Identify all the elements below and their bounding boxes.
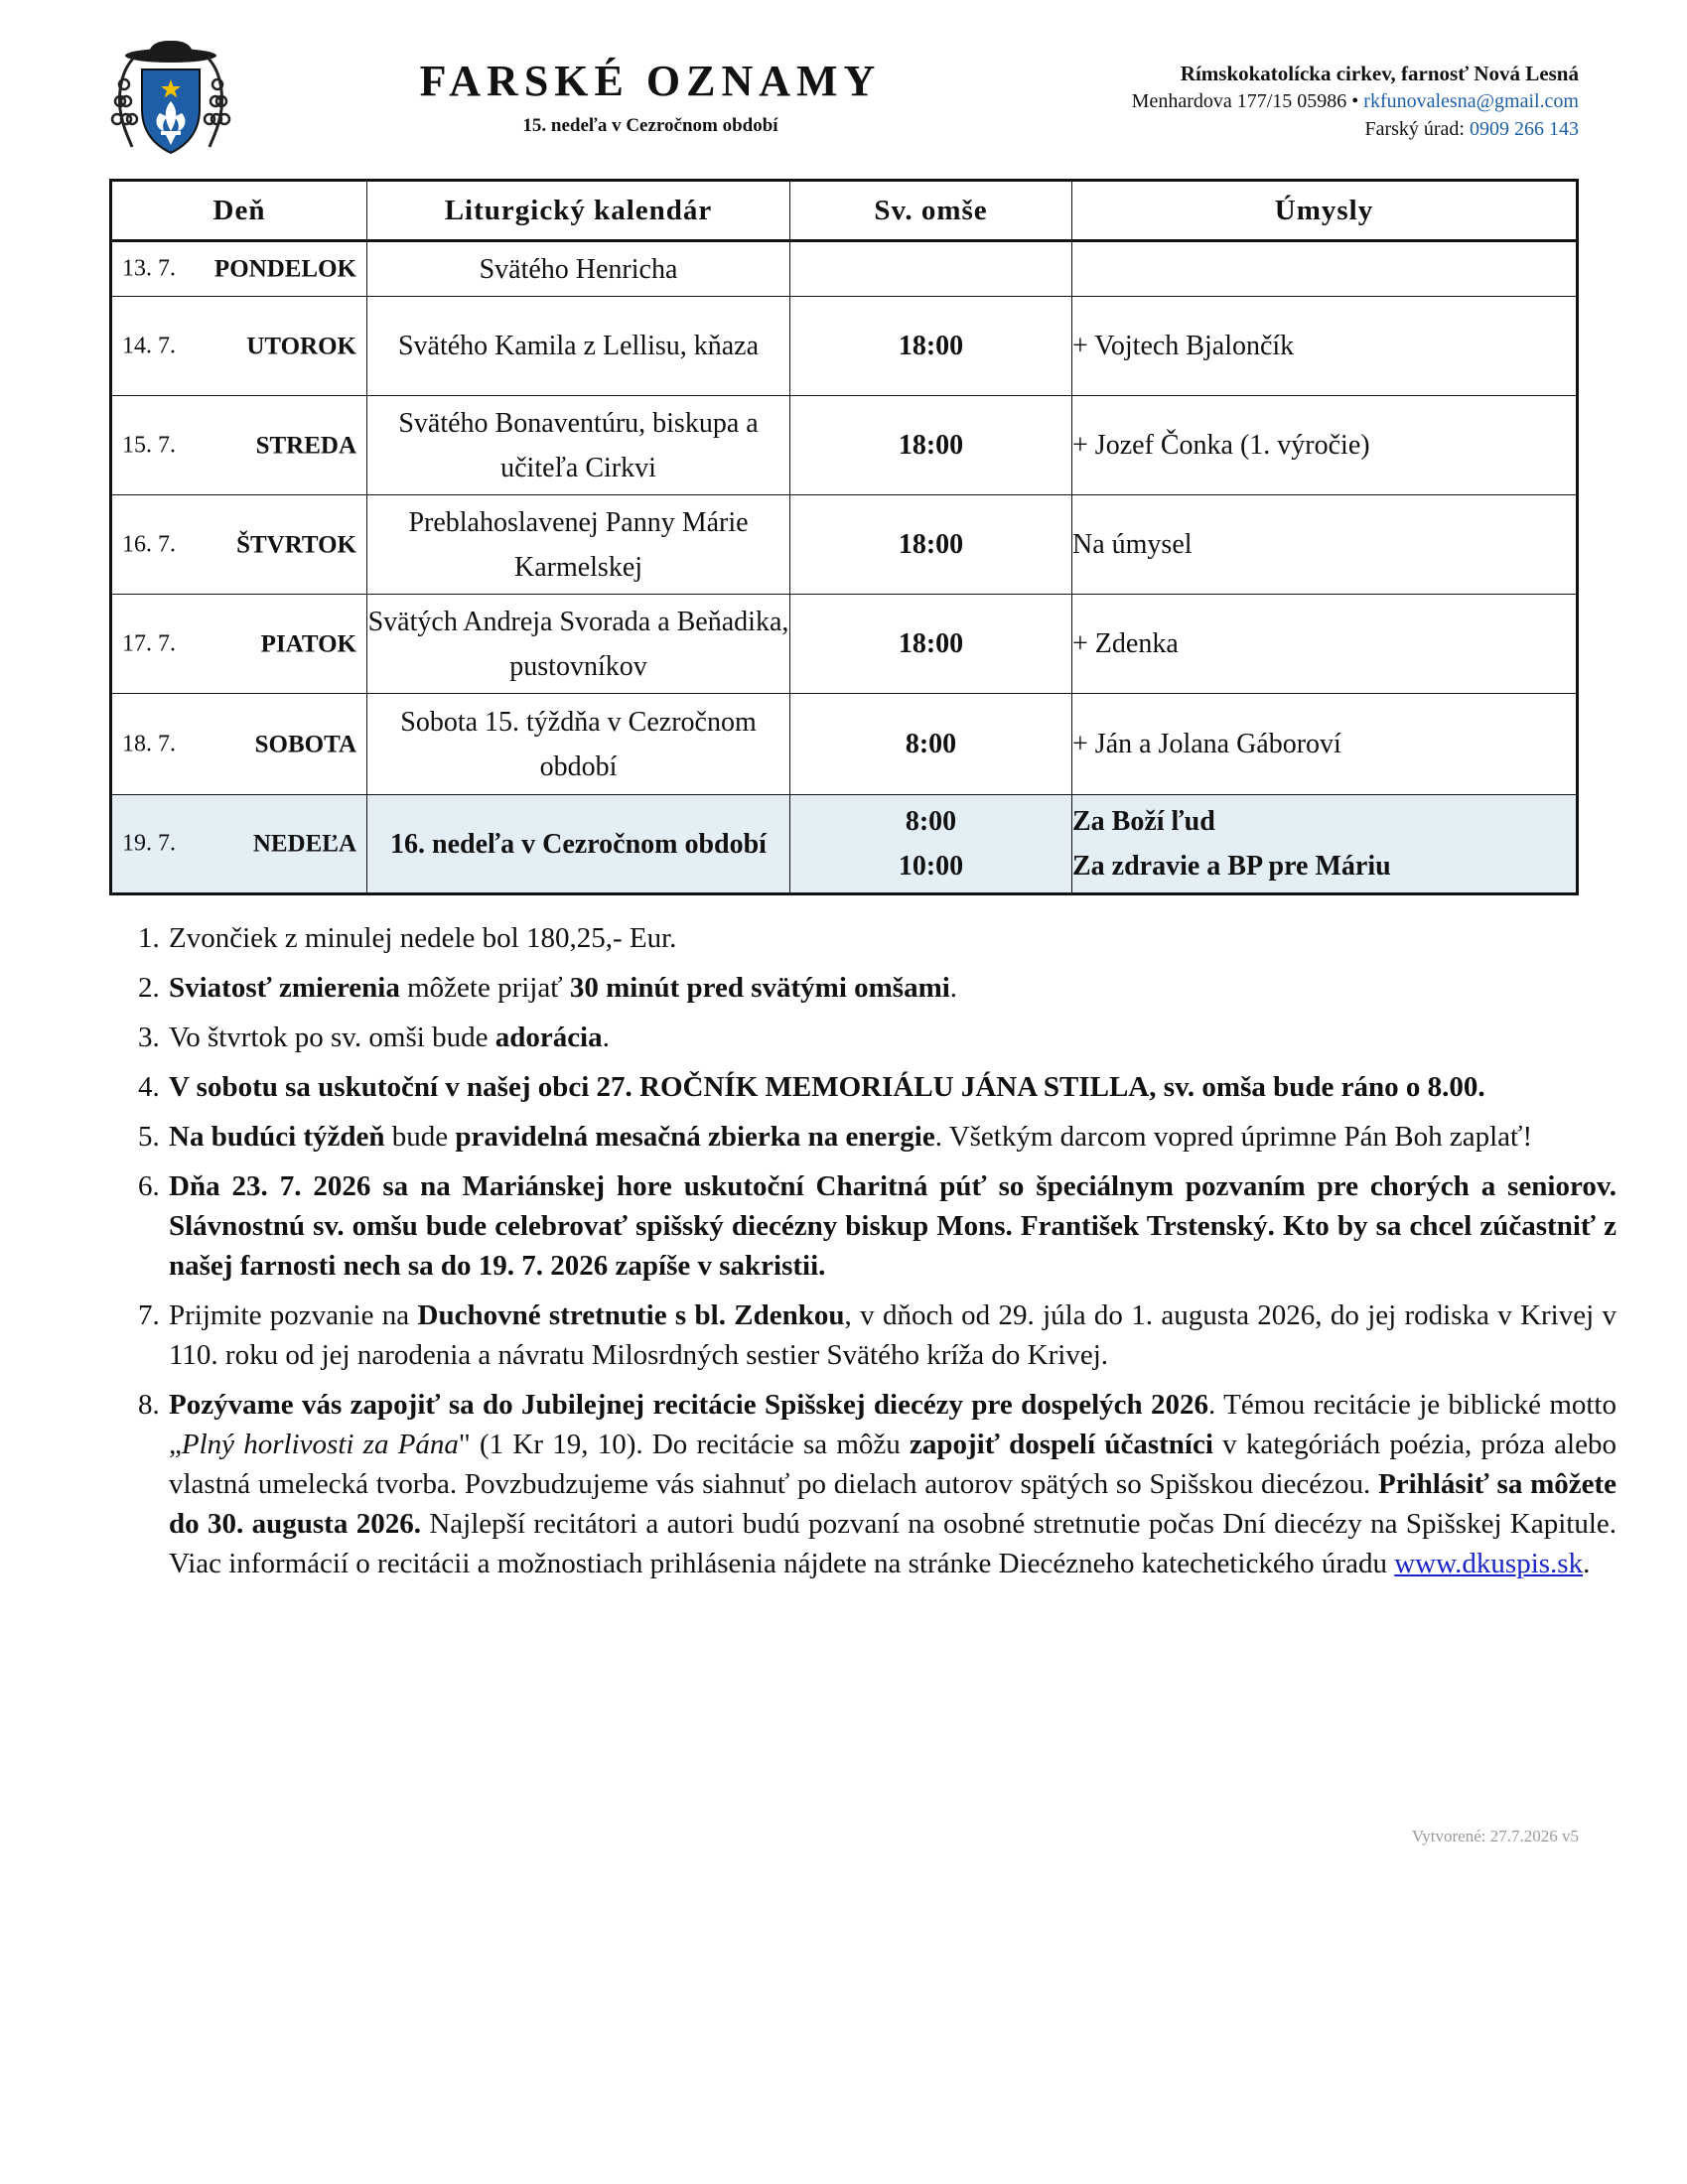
- row-day: PONDELOK: [213, 255, 356, 283]
- day-cell: [111, 694, 367, 795]
- notice-item: [167, 1385, 1617, 1583]
- notice-text: .: [602, 1022, 610, 1053]
- org-name: Rímskokatolícka cirkev, farnosť Nová Lesná: [1180, 62, 1579, 85]
- header-masses: Sv. omše: [790, 181, 1072, 241]
- notice-bold: Sviatosť zmierenia: [169, 972, 400, 1004]
- day-cell: [111, 297, 367, 396]
- notice-bold: zapojiť dospelí účastníci: [910, 1429, 1213, 1460]
- notice-item: [167, 968, 1617, 1008]
- org-address: Menhardova 177/15 05986 •: [1131, 90, 1364, 112]
- organization-info: [1132, 60, 1579, 143]
- row-day: UTOROK: [246, 333, 356, 359]
- notice-text: Zvončiek z minulej nedele bol 180,25,- Eur.: [169, 922, 677, 954]
- row-mass: 8:00: [790, 694, 1072, 795]
- row-intention: + Vojtech Bjalončík: [1072, 297, 1578, 396]
- row-liturgy: Svätého Kamila z Lellisu, kňaza: [367, 297, 790, 396]
- notice-item: [167, 1296, 1617, 1375]
- notice-italic: Plný horlivosti za Pána: [181, 1429, 459, 1460]
- row-mass: 18:00: [790, 297, 1072, 396]
- page-title: FARSKÉ OZNAMY: [419, 57, 882, 105]
- day-cell: [111, 595, 367, 694]
- notice-bold: Dňa 23. 7. 2026 sa na Mariánskej hore uskutoční Charitná púť so špeciálnym pozvaním pre chorých a seniorov. Slávnostnú sv. omšu bude celebrovať spišský diecézny biskup Mons. František Trstenský. Kto by sa chcel zúčastniť z našej farnosti nech sa do 19. 7. 2026 zapíše v sakristii.: [169, 1170, 1617, 1282]
- row-date: 17. 7.: [122, 630, 176, 656]
- notice-item: [167, 918, 1617, 958]
- day-cell: [111, 241, 367, 297]
- title-block: [377, 58, 923, 137]
- notice-bold: Prihlásiť sa môžete do 30. augusta 2026.: [169, 1468, 1617, 1540]
- notice-text: , v dňoch od 29. júla do 1. augusta 2026, do jej rodiska v Krivej v 110. roku od jej narodenia a návratu Milosrdných sestier Svätého kríža do Krivej.: [169, 1299, 1617, 1371]
- row-day: NEDEĽA: [252, 830, 356, 858]
- table-row: [111, 396, 1578, 495]
- header-liturgical: Liturgický kalendár: [367, 181, 790, 241]
- phone-label: Farský úrad:: [1364, 118, 1470, 140]
- org-phone-line: [1132, 115, 1579, 143]
- notice-text: bude: [384, 1121, 456, 1153]
- day-cell: [111, 396, 367, 495]
- row-mass: 18:00: [790, 396, 1072, 495]
- table-header-row: [111, 181, 1578, 241]
- row-liturgy: Svätých Andreja Svorada a Beňadika, pustovníkov: [367, 595, 790, 694]
- notices-list: [109, 918, 1617, 1593]
- row-liturgy: Preblahoslavenej Panny Márie Karmelskej: [367, 495, 790, 595]
- table-row: [111, 297, 1578, 396]
- table-row: [111, 595, 1578, 694]
- row-date: 19. 7.: [122, 830, 176, 857]
- row-intention: [1072, 241, 1578, 297]
- row-intentions: [1072, 795, 1578, 894]
- row-intention: + Ján a Jolana Gáboroví: [1072, 694, 1578, 795]
- header-day: Deň: [111, 181, 367, 241]
- row-mass: 18:00: [790, 595, 1072, 694]
- intention: Za Boží ľud: [1072, 806, 1215, 837]
- row-intention: + Zdenka: [1072, 595, 1578, 694]
- notice-text: .: [1583, 1548, 1591, 1579]
- notice-text: " (1 Kr 19, 10). Do recitácie sa môžu: [458, 1429, 911, 1460]
- notice-item: [167, 1166, 1617, 1286]
- notice-text: .: [949, 972, 958, 1004]
- row-liturgy: 16. nedeľa v Cezročnom období: [367, 795, 790, 894]
- notice-text: Vo štvrtok po sv. omši bude: [169, 1022, 495, 1053]
- mass-time: 8:00: [905, 806, 957, 837]
- org-address-line: [1132, 87, 1579, 115]
- notice-bold: Duchovné stretnutie s bl. Zdenkou: [417, 1299, 845, 1331]
- table-row: [111, 495, 1578, 595]
- row-intention: + Jozef Čonka (1. výročie): [1072, 396, 1578, 495]
- row-day: PIATOK: [260, 630, 356, 657]
- notice-text: Prijmite pozvanie na: [169, 1299, 418, 1331]
- row-day: SOBOTA: [254, 731, 356, 757]
- notice-item: [167, 1018, 1617, 1057]
- notice-bold: pravidelná mesačná zbierka na energie: [455, 1121, 935, 1153]
- table-row-sunday: [111, 795, 1578, 894]
- notice-bold: Na budúci týždeň: [169, 1121, 385, 1153]
- day-cell: [111, 795, 367, 894]
- row-date: 16. 7.: [122, 531, 176, 557]
- notice-text: . Všetkým darcom vopred úprimne Pán Boh zaplať!: [934, 1121, 1533, 1153]
- footer-created: Vytvorené: 27.7.2026 v5: [1411, 1827, 1579, 1845]
- row-liturgy: Sobota 15. týždňa v Cezročnom období: [367, 694, 790, 795]
- table-row: [111, 241, 1578, 297]
- notice-bold: adorácia: [494, 1022, 603, 1053]
- row-date: 13. 7.: [122, 255, 176, 282]
- parish-crest-icon: [104, 40, 238, 161]
- schedule-table: [109, 179, 1579, 895]
- notice-item: [167, 1067, 1617, 1107]
- row-mass: 18:00: [790, 495, 1072, 595]
- notice-text: Najlepší recitátori a autori budú pozvaní na osobné stretnutie počas Dní diecézy na Spišskej Kapitule. Viac informácií o recitácii a možnostiach prihlásenia nájdete na stránke Diecézneho katechetického úradu: [169, 1508, 1617, 1579]
- notice-bold: V sobotu sa uskutoční v našej obci 27. ROČNÍK MEMORIÁLU JÁNA STILLA, sv. omša bude ráno o 8.00.: [169, 1071, 1485, 1103]
- day-cell: [111, 495, 367, 595]
- row-date: 14. 7.: [122, 333, 176, 358]
- dkuspis-link[interactable]: www.dkuspis.sk: [1394, 1548, 1584, 1579]
- row-liturgy: Svätého Henricha: [367, 241, 790, 297]
- notice-text: v kategóriách poézia, próza alebo vlastná umelecká tvorba. Povzbudzujeme vás siahnuť po dielach autorov spätých so Spišskou diecézou.: [169, 1429, 1617, 1500]
- org-phone-link[interactable]: 0909 266 143: [1470, 118, 1579, 140]
- table-row: [111, 694, 1578, 795]
- notice-item: [167, 1117, 1617, 1157]
- row-intention: Na úmysel: [1072, 495, 1578, 595]
- header-intentions: Úmysly: [1072, 181, 1578, 241]
- row-liturgy: Svätého Bonaventúru, biskupa a učiteľa Cirkvi: [367, 396, 790, 495]
- mass-time: 10:00: [898, 851, 964, 882]
- notice-text: môžete prijať: [399, 972, 570, 1004]
- row-day: STREDA: [255, 432, 356, 459]
- intention: Za zdravie a BP pre Máriu: [1072, 851, 1391, 882]
- row-masses: [790, 795, 1072, 894]
- row-mass: [790, 241, 1072, 297]
- row-date: 18. 7.: [122, 731, 176, 756]
- notice-text: . Témou recitácie je biblické motto „: [169, 1389, 1617, 1460]
- notice-bold: 30 minút pred svätými omšami: [569, 972, 950, 1004]
- row-day: ŠTVRTOK: [236, 531, 356, 558]
- row-date: 15. 7.: [122, 432, 176, 458]
- page-subtitle: 15. nedeľa v Cezročnom období: [522, 115, 778, 137]
- notice-bold: Pozývame vás zapojiť sa do Jubilejnej recitácie Spišskej diecézy pre dospelých 2026: [169, 1389, 1209, 1421]
- org-email-link[interactable]: rkfunovalesna@gmail.com: [1363, 90, 1579, 112]
